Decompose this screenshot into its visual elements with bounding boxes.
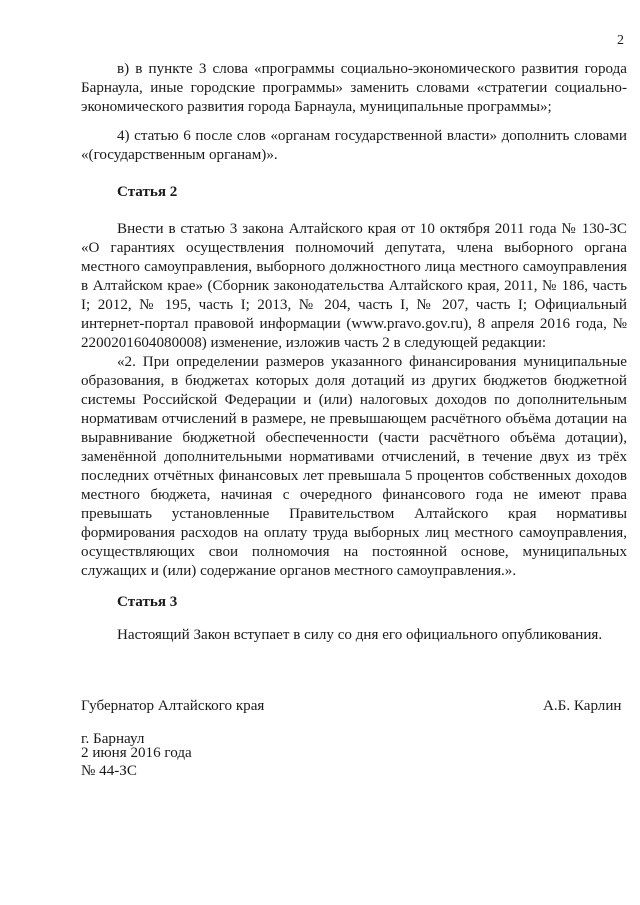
law-date: 2 июня 2016 года [81, 745, 192, 761]
article-2-intro: Внести в статью 3 закона Алтайского края от 10 октября 2011 года № 130-ЗС «О гарантиях осуществления полномочий депутата, члена выборного органа местного самоуправления, выборного должностного лица местного самоуправления в Алтайском крае» (Сборник законодательства Алтайского края, 2011, № 186, часть I; 2012, № 195, часть I; 2013, № 204, часть I, № 207, часть I; Официальный интернет-портал правовой информации (www.pravo.gov.ru), 8 апреля 2016 года, № 2200201604080008) изменение, изложив часть 2 в следующей редакции: [81, 221, 627, 351]
article-3-body [81, 626, 627, 645]
article-2-body [81, 220, 627, 581]
amendment-item-v-text: в) в пункте 3 слова «программы социально-экономического развития города Барнаула, иные городские программы» заменить словами «стратегии социально-экономического развития города Барнаула, муниципальные программы»; [81, 61, 627, 115]
article-2-heading: Статья 2 [117, 184, 178, 200]
law-number: № 44-ЗС [81, 763, 137, 779]
article-3-heading: Статья 3 [117, 594, 178, 610]
article-2-new-text: «2. При определении размеров указанного финансирования муниципальные образования, в бюджетах которых доля дотаций из других бюджетов бюджетной системы Российской Федерации и (или) налоговых доходов по дополнительным нормативам отчислений в размере, не превышающем расчётного объёма дотации на выравнивание бюджетной обеспеченности (части расчётного объёма дотации), заменённой дополнительными нормативами отчислений, в течение двух из трёх последних отчётных финансовых лет превышала 5 процентов собственных доходов местного бюджета, начиная с очередного финансового года не имеют права превышать установленные Правительством Алтайского края нормативы формирования расходов на оплату труда выборных лиц местного самоуправления, осуществляющих свои полномочия на постоянной основе, муниципальных служащих и (или) содержание органов местного самоуправления.». [81, 354, 627, 579]
place-city: г. Барнаул [81, 731, 145, 747]
signatory-name: А.Б. Карлин [543, 698, 622, 714]
amendment-item-v [81, 60, 627, 117]
amendment-item-4-text: 4) статью 6 после слов «органам государственной власти» дополнить словами «(государственным органам)». [81, 128, 627, 163]
amendment-item-4 [81, 127, 627, 165]
page-number: 2 [617, 33, 624, 48]
signatory-position: Губернатор Алтайского края [81, 698, 265, 714]
article-3-text: Настоящий Закон вступает в силу со дня его официального опубликования. [117, 627, 603, 643]
